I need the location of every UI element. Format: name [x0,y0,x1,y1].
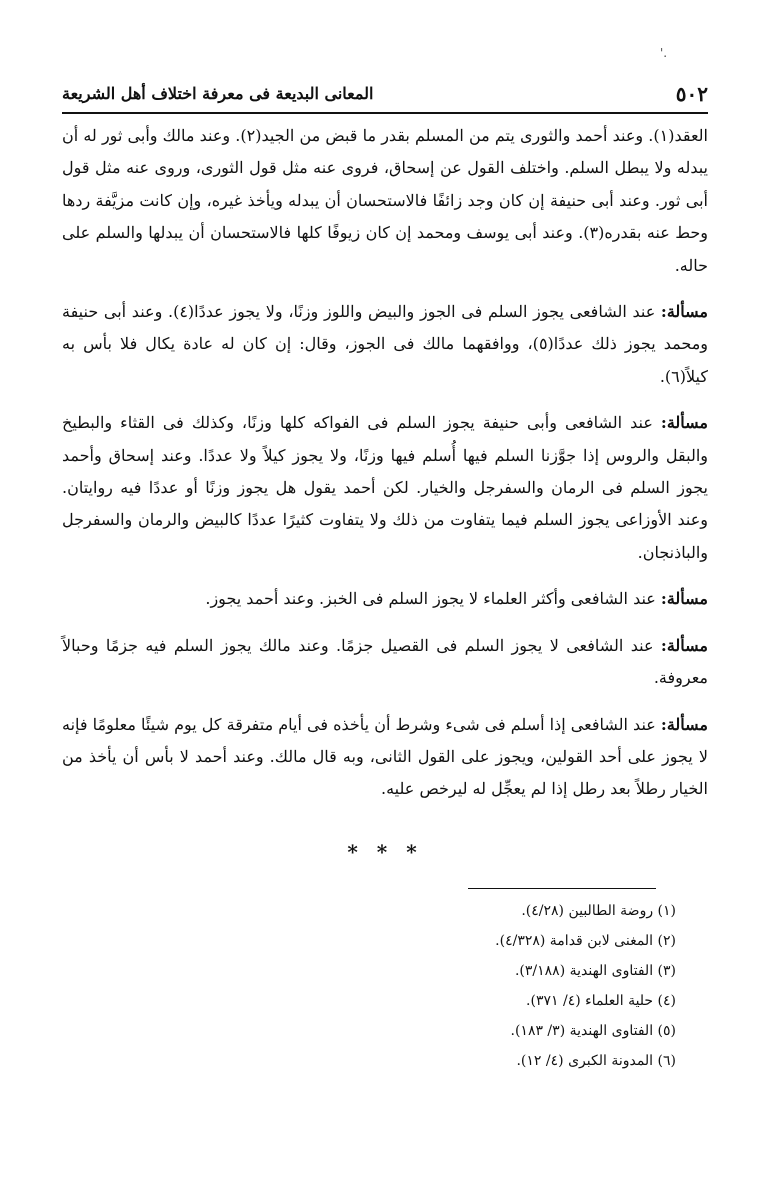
footnote-5: (٥) الفتاوى الهندية (٣/ ١٨٣). [510,1023,676,1039]
paragraph-text: عند الشافعى يجوز السلم فى الجوز والبيض واللوز وزنًا، ولا يجوز عددًا(٤). وعند أبى حنيفة ومحمد يجوز ذلك عددًا(٥)، ووافقهما مالك فى الجوز، وقال: إن كان له عادة يكال فلا بأس به كيلاً(٦). [62,302,709,386]
paragraph-label: مسألة: [660,302,708,322]
footnote-3: (٣) الفتاوى الهندية (٣/١٨٨). [514,963,676,979]
paragraph-4 [62,583,708,615]
paragraph-label: مسألة: [660,714,708,734]
running-title: المعانى البديعة فى معرفة اختلاف أهل الشريعة [62,84,374,103]
page-header [62,78,708,112]
corner-mark: '. [660,46,668,60]
footnote-1: (١) روضة الطالبين (٤/٢٨). [521,903,676,919]
paragraph-label: مسألة: [660,589,708,609]
footnote-rule [468,888,656,889]
paragraph-text: عند الشافعى وأكثر العلماء لا يجوز السلم فى الخبز. وعند أحمد يجوز. [205,589,661,609]
paragraph-text: عند الشافعى إذا أسلم فى شىء وشرط أن يأخذه فى أيام متفرقة كل يوم شيئًا معلومًا فإنه لا يجوز على أحد القولين، ويجوز على القول الثانى، وبه قال مالك. وعند أحمد لا بأس أن يأخذ من الخيار رطلاً بعد رطل إذا لم يعجِّل له ليرخص عليه. [62,714,709,799]
section-separator: * * * [347,840,423,864]
paragraph-2 [62,296,708,393]
paragraph-3 [62,407,708,569]
paragraph-5 [62,630,708,695]
footnote-4: (٤) حلية العلماء (٤/ ٣٧١). [526,993,676,1009]
paragraph-6 [62,709,708,806]
paragraph-1 [62,120,708,282]
footnotes [180,896,676,1076]
body-text [62,120,708,820]
footnote-6: (٦) المدونة الكبرى (٤/ ١٢). [516,1053,676,1069]
page-number: ٥٠٢ [675,82,708,106]
paragraph-text: عند الشافعى وأبى حنيفة يجوز السلم فى الفواكه كلها وزنًا، وكذلك فى القثاء والبطيخ والبقل والروس إذا جوَّزنا السلم فيها أُسلم فيها وزنًا، ولا يجوز كيلاً ولا عددًا. وعند إسحاق وأحمد يجوز السلم فى الرمان والسفرجل والخيار. لكن أحمد يقول هل يجوز وزنًا أو عددًا فيه روايتان. وعند الأوزاعى يجوز السلم فيما يتفاوت من ذلك ولا يتفاوت كثيرًا عددًا كالبيض والرمان والسفرجل والباذنجان. [62,413,709,562]
paragraph-text: العقد(١). وعند أحمد والثورى يتم من المسلم بقدر ما قبض من الجيد(٢). وعند مالك وأبى ثور له أن يبدله ولا يبطل السلم. واختلف القول عن إسحاق، فروى عنه مثل قول الثورى، وروى عنه مثل قول أبى ثور. وعند أبى حنيفة إن كان وجد زائفًا فالاستحسان أن يبدله ويأخذ غيره، وإن كانت مزيَّفة ردها وحط عنه بقدره(٣). وعند أبى يوسف ومحمد إن كان زيوفًا كلها فالاستحسان أن يبدلها والسلم على حاله. [62,126,709,275]
footnote-2: (٢) المغنى لابن قدامة (٤/٣٢٨). [495,933,676,949]
paragraph-text: عند الشافعى لا يجوز السلم فى القصيل جزمًا. وعند مالك يجوز السلم فيه جزمًا وحبالاً معروفة. [62,635,708,688]
paragraph-label: مسألة: [660,413,708,433]
header-rule [62,112,708,114]
paragraph-label: مسألة: [660,635,708,655]
